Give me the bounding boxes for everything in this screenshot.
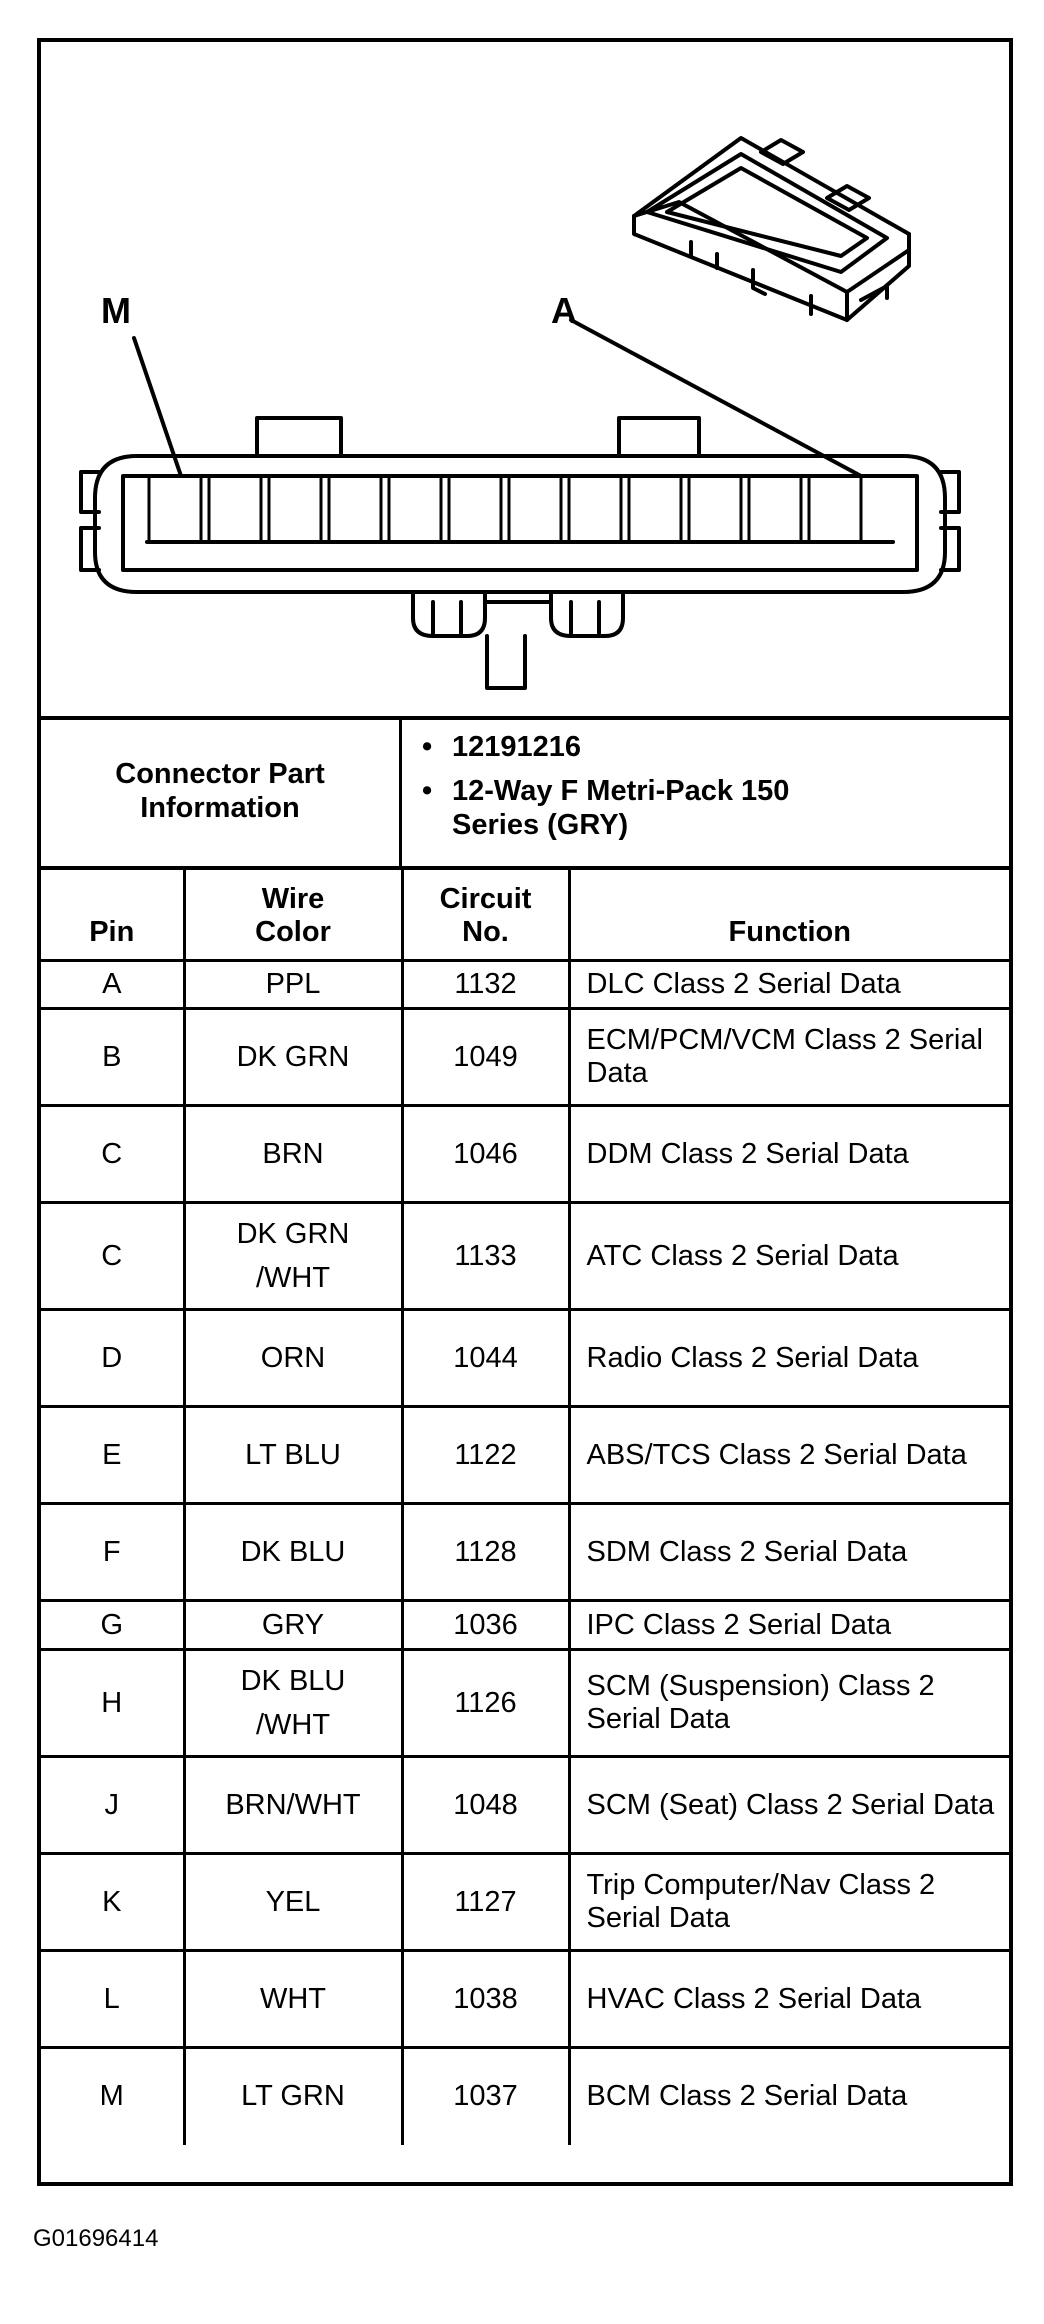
table-row — [41, 1310, 1009, 1407]
pin-cell: H — [41, 1650, 184, 1757]
pin-cell: K — [41, 1854, 184, 1951]
function-cell: Radio Class 2 Serial Data — [569, 1310, 1009, 1407]
header-circuit-no: Circuit No. — [402, 868, 569, 961]
wire-color-text: DK BLU — [240, 1665, 346, 1697]
pin-cell: M — [41, 2048, 184, 2145]
table-row — [41, 1650, 1009, 1757]
circuit-cell: 1046 — [402, 1106, 569, 1203]
table-row — [41, 1951, 1009, 2048]
pin-cell: F — [41, 1504, 184, 1601]
wire-color-text: ORN — [260, 1341, 326, 1374]
pin-cavities — [149, 476, 861, 542]
wire-color-text: BRN/WHT — [225, 1788, 361, 1821]
function-cell: SCM (Suspension) Class 2 Serial Data — [569, 1650, 1009, 1757]
wire-color-text: LT BLU — [245, 1438, 341, 1471]
circuit-cell: 1038 — [402, 1951, 569, 2048]
pin-cell: C — [41, 1203, 184, 1310]
pin-cell: B — [41, 1009, 184, 1106]
connector-part-number: • 12191216 — [422, 731, 582, 763]
pin-cell: E — [41, 1407, 184, 1504]
table-row — [41, 2048, 1009, 2145]
pin-table-header — [41, 868, 1009, 961]
connector-description: • 12-Way F Metri-Pack 150 Series (GRY) — [422, 775, 790, 841]
connector-diagram — [41, 42, 1009, 720]
function-cell: ABS/TCS Class 2 Serial Data — [569, 1407, 1009, 1504]
table-row — [41, 1106, 1009, 1203]
function-cell: SCM (Seat) Class 2 Serial Data — [569, 1757, 1009, 1854]
connector-info-list — [402, 716, 1009, 866]
wire-color-text: DK GRN — [236, 1218, 350, 1250]
wire-color-cell — [184, 1650, 402, 1757]
pin-cell: G — [41, 1601, 184, 1650]
connector-part-information — [41, 716, 1009, 870]
wire-color-text: BRN — [262, 1137, 324, 1170]
callout-m-label: M — [101, 290, 131, 331]
pin-cell: C — [41, 1106, 184, 1203]
circuit-cell: 1122 — [402, 1407, 569, 1504]
wire-color-cell — [184, 1504, 402, 1601]
callout-a-label: A — [551, 290, 577, 331]
circuit-cell: 1037 — [402, 2048, 569, 2145]
table-row — [41, 1009, 1009, 1106]
wire-color-cell — [184, 1757, 402, 1854]
function-cell: BCM Class 2 Serial Data — [569, 2048, 1009, 2145]
circuit-cell: 1036 — [402, 1601, 569, 1650]
table-row — [41, 1407, 1009, 1504]
pin-cell: A — [41, 961, 184, 1009]
circuit-cell: 1049 — [402, 1009, 569, 1106]
function-cell: HVAC Class 2 Serial Data — [569, 1951, 1009, 2048]
wire-color-text: DK BLU — [240, 1535, 346, 1568]
wire-color-text: /WHT — [255, 1709, 331, 1741]
wire-color-cell — [184, 961, 402, 1009]
circuit-cell: 1127 — [402, 1854, 569, 1951]
header-wire-color: Wire Color — [184, 868, 402, 961]
wire-color-cell — [184, 1951, 402, 2048]
table-row — [41, 1854, 1009, 1951]
function-cell: ECM/PCM/VCM Class 2 Serial Data — [569, 1009, 1009, 1106]
function-cell: ATC Class 2 Serial Data — [569, 1203, 1009, 1310]
circuit-cell: 1128 — [402, 1504, 569, 1601]
header-function: Function — [569, 868, 1009, 961]
function-cell: SDM Class 2 Serial Data — [569, 1504, 1009, 1601]
wire-color-cell — [184, 1203, 402, 1310]
wire-color-text: GRY — [261, 1608, 325, 1641]
bullet-icon: • — [422, 775, 433, 807]
table-row — [41, 1203, 1009, 1310]
wire-color-cell — [184, 1407, 402, 1504]
circuit-cell: 1044 — [402, 1310, 569, 1407]
callout-a-leader — [571, 320, 861, 476]
wire-color-cell — [184, 1310, 402, 1407]
circuit-cell: 1048 — [402, 1757, 569, 1854]
pin-cell: J — [41, 1757, 184, 1854]
connector-iso-view — [634, 138, 909, 320]
wire-color-cell — [184, 1009, 402, 1106]
wire-color-text: YEL — [265, 1885, 321, 1918]
wire-color-cell — [184, 1854, 402, 1951]
table-row — [41, 1757, 1009, 1854]
table-row — [41, 1504, 1009, 1601]
wire-color-cell — [184, 2048, 402, 2145]
connector-drawing — [41, 42, 1009, 716]
connector-end-view-sheet — [37, 38, 1013, 2186]
header-pin: Pin — [41, 868, 184, 961]
figure-id: G01696414 — [33, 2225, 159, 2252]
table-row — [41, 1601, 1009, 1650]
pin-cell: D — [41, 1310, 184, 1407]
wire-color-cell — [184, 1106, 402, 1203]
wire-color-text: WHT — [259, 1982, 327, 2015]
wire-color-cell — [184, 1601, 402, 1650]
pin-table — [41, 866, 1009, 2145]
table-row — [41, 961, 1009, 1009]
pin-cell: L — [41, 1951, 184, 2048]
circuit-cell: 1132 — [402, 961, 569, 1009]
function-cell: DLC Class 2 Serial Data — [569, 961, 1009, 1009]
function-cell: Trip Computer/Nav Class 2 Serial Data — [569, 1854, 1009, 1951]
connector-info-label: Connector Part Information — [41, 716, 402, 866]
function-cell: DDM Class 2 Serial Data — [569, 1106, 1009, 1203]
pin-table-body — [41, 961, 1009, 2145]
wire-color-text: PPL — [265, 968, 321, 1000]
function-cell: IPC Class 2 Serial Data — [569, 1601, 1009, 1650]
circuit-cell: 1126 — [402, 1650, 569, 1757]
wire-color-text: /WHT — [255, 1262, 331, 1294]
bullet-icon: • — [422, 731, 433, 763]
circuit-cell: 1133 — [402, 1203, 569, 1310]
wire-color-text: LT GRN — [241, 2080, 345, 2113]
wire-color-text: DK GRN — [236, 1040, 350, 1073]
